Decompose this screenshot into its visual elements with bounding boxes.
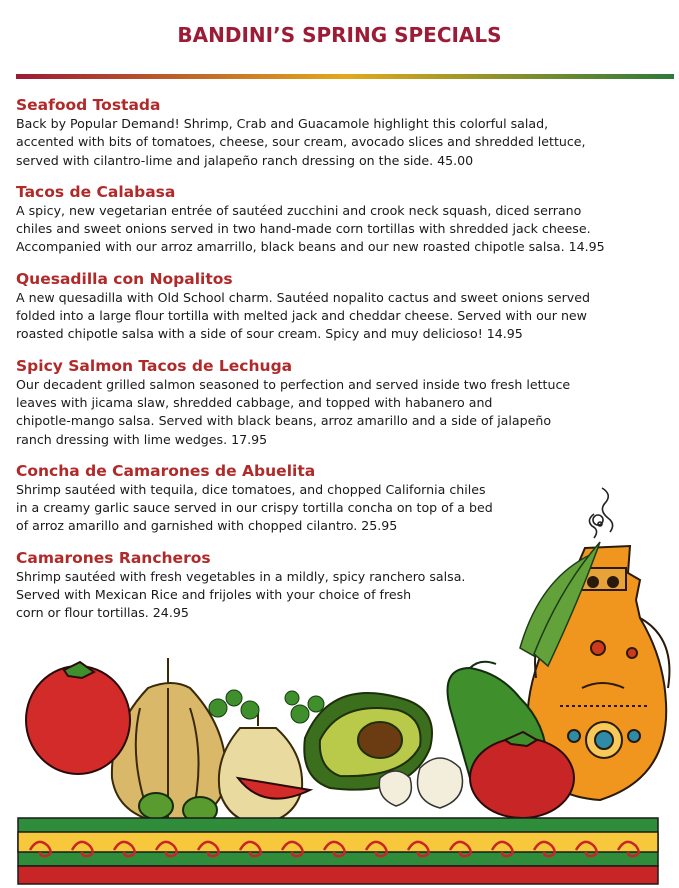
menu-item [16, 182, 676, 257]
item-description: Shrimp sautéed with fresh vegetables in a mildly, spicy ranchero salsa. Served with Mexican Rice and frijoles with your choice of fresh corn or flour tortillas. 24.95 [16, 568, 466, 621]
cilantro-icon [209, 690, 324, 723]
item-name: Concha de Camarones de Abuelita [16, 461, 316, 480]
decorative-border [18, 818, 658, 884]
item-description: A new quesadilla with Old School charm. Sautéed nopalito cactus and sweet onions served folded into a large flour tortilla with melted jack and cheddar cheese. Served with our new roasted chipotle salsa with a side of sour cream. Spicy and muy delicioso! 14.95 [16, 289, 590, 342]
item-description: Our decadent grilled salmon seasoned to perfection and served inside two fresh lettuce leaves with jicama slaw, shredded cabbage, and topped with habanero and chipotle-mango salsa. Served with black beans, arroz amarillo and a side of jalapeño ranch dressing with lime wedges. 17.95 [16, 376, 571, 447]
item-description: Back by Popular Demand! Shrimp, Crab and Guacamole highlight this colorful salad, accented with bits of tomatoes, cheese, sour cream, avocado slices and shredded lettuce, served with cilantro-lime and jalapeño ranch dressing on the side. 45.00 [16, 116, 586, 168]
menu-item [16, 95, 676, 170]
menu-item [16, 356, 676, 449]
item-description: A spicy, new vegetarian entrée of sautéed zucchini and crook neck squash, diced serrano chiles and sweet onions served in two hand-made corn tortillas with shredded jack cheese. Accompanied with our arroz amarrillo, black beans and our new roasted chipotle salsa. 14.95 [16, 202, 605, 255]
menu-title: BANDINI’S SPRING SPECIALS [177, 23, 502, 47]
item-name: Seafood Tostada [16, 96, 161, 114]
tomato-icon [26, 662, 130, 774]
steam-icon [589, 488, 612, 538]
title-divider [16, 74, 674, 79]
item-name: Spicy Salmon Tacos de Lechuga [16, 356, 293, 375]
item-description: Shrimp sautéed with tequila, dice tomatoes, and chopped California chiles in a creamy garlic sauce served in our crispy tortilla concha on top of a bed of arroz amarillo and garnished with chopped cilantro. 25.95 [16, 481, 493, 534]
item-name: Quesadilla con Nopalitos [16, 269, 233, 288]
item-name: Camarones Rancheros [16, 548, 211, 567]
onion-icon [219, 706, 302, 824]
item-name: Tacos de Calabasa [16, 182, 176, 201]
vegetable-illustration [0, 478, 679, 888]
menu-item [16, 269, 676, 344]
